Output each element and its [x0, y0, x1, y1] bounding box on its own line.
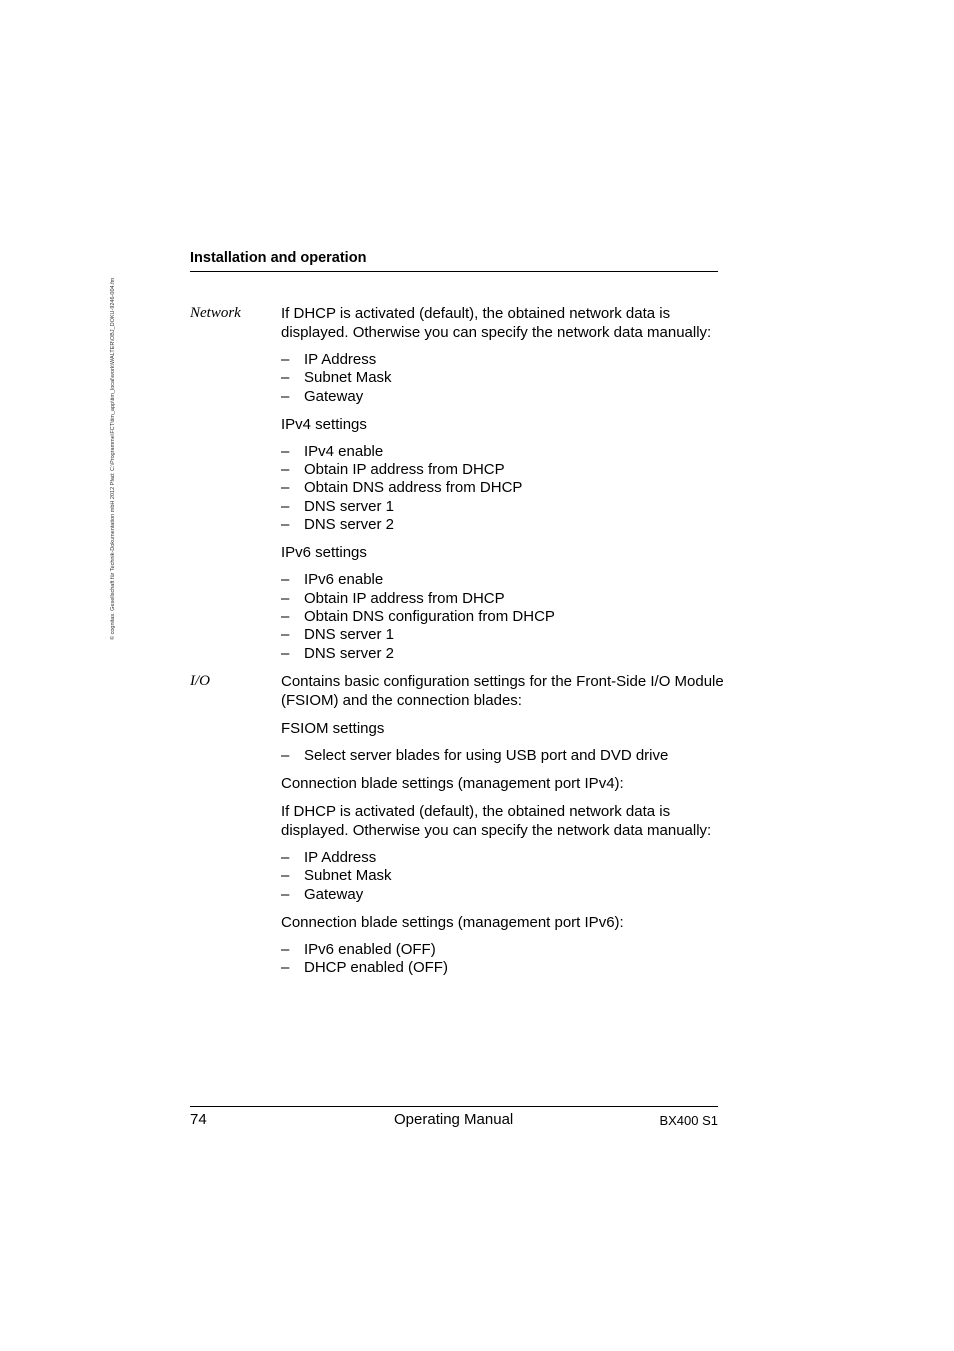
cb-ipv4-items-list: [281, 849, 730, 904]
sidebar-file-path-note: © cognitas. Gesellschaft für Technik-Dokumentation mbH 2012 Pfad: C:\Programme\FCT\tim_app\tim_local\work\WALTER\OBJ_DOKU-9246-004.fm: [110, 277, 116, 640]
cb-ipv4-title: Connection blade settings (management port IPv4):: [281, 775, 624, 793]
ipv6-settings-title: IPv6 settings: [281, 544, 367, 562]
section-body-io: [281, 672, 730, 978]
running-header: [190, 249, 718, 272]
list-item: – DNS server 2: [281, 645, 730, 663]
list-item: – DNS server 1: [281, 498, 730, 516]
section-network: [190, 304, 730, 663]
page-footer: [190, 1106, 718, 1133]
list-item: – Obtain IP address from DHCP: [281, 590, 730, 608]
list-item: – Obtain DNS address from DHCP: [281, 479, 730, 497]
model-name: BX400 S1: [659, 1113, 718, 1128]
list-item: – IP Address: [281, 351, 730, 369]
list-item: – Subnet Mask: [281, 369, 730, 387]
list-item: – Select server blades for using USB port and DVD drive: [281, 747, 730, 765]
page-number: 74: [190, 1111, 207, 1128]
ipv6-items-list: [281, 571, 730, 662]
section-body-network: [281, 304, 730, 663]
list-item: – Gateway: [281, 388, 730, 406]
list-item: – DNS server 1: [281, 626, 730, 644]
list-item: – DHCP enabled (OFF): [281, 959, 730, 977]
network-intro: If DHCP is activated (default), the obtained network data is displayed. Otherwise you can specify the network data manually:: [281, 305, 712, 341]
header-title: Installation and operation: [190, 250, 367, 266]
io-intro: Contains basic configuration settings for the Front-Side I/O Module (FSIOM) and the connection blades:: [281, 672, 724, 709]
manual-title: Operating Manual: [394, 1111, 514, 1128]
list-item: – Subnet Mask: [281, 867, 730, 885]
list-item: – IPv6 enable: [281, 571, 730, 589]
network-items-list: [281, 351, 730, 406]
section-label-network: Network: [190, 305, 241, 321]
list-item: – IP Address: [281, 849, 730, 867]
list-item: – IPv4 enable: [281, 443, 730, 461]
fsiom-settings-title: FSIOM settings: [281, 719, 385, 737]
list-item: – Obtain IP address from DHCP: [281, 461, 730, 479]
list-item: – IPv6 enabled (OFF): [281, 941, 730, 959]
list-item: – DNS server 2: [281, 516, 730, 534]
ipv4-settings-title: IPv4 settings: [281, 415, 367, 433]
cb-ipv6-items-list: [281, 941, 730, 978]
list-item: – Obtain DNS configuration from DHCP: [281, 608, 730, 626]
cb-ipv6-title: Connection blade settings (management port IPv6):: [281, 914, 624, 932]
section-label-io: I/O: [190, 672, 210, 689]
ipv4-items-list: [281, 443, 730, 534]
page-content: [190, 304, 730, 987]
fsiom-items-list: [281, 747, 730, 765]
list-item: – Gateway: [281, 886, 730, 904]
section-io: [190, 672, 730, 978]
cb-ipv4-intro: If DHCP is activated (default), the obtained network data is displayed. Otherwise you can specify the network data manually:: [281, 803, 712, 840]
